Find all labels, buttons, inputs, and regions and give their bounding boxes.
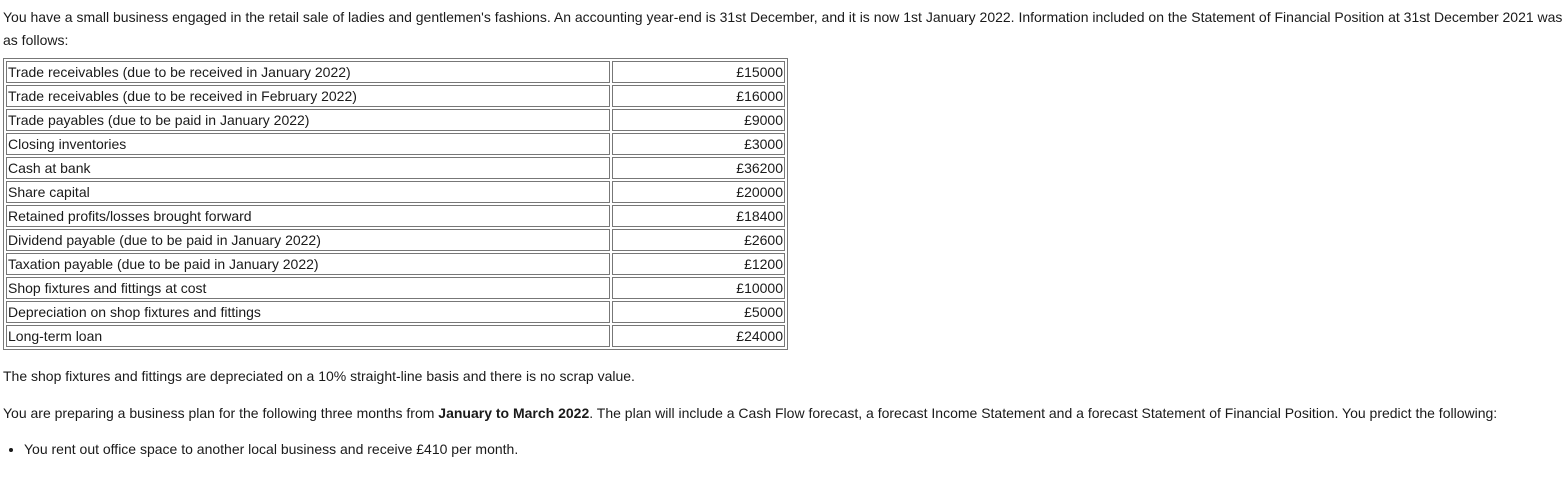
table-row [6,301,785,323]
row-label: Closing inventories [6,133,610,155]
table-row [6,85,785,107]
row-label: Shop fixtures and fittings at cost [6,277,610,299]
row-label: Retained profits/losses brought forward [6,205,610,227]
row-label: Trade receivables (due to be received in February 2022) [6,85,610,107]
list-item: • You rent out office space to another local business and receive £410 per month. [24,439,1567,459]
table-row [6,253,785,275]
plan-text-before: You are preparing a business plan for the following three months from [3,405,439,421]
table-row [6,61,785,83]
table-row [6,133,785,155]
row-amount: £9000 [612,109,785,131]
financial-position-table-body [6,61,785,347]
row-label: Share capital [6,181,610,203]
row-label: Trade payables (due to be paid in January 2022) [6,109,610,131]
intro-paragraph: You have a small business engaged in the retail sale of ladies and gentlemen's fashions. An accounting year-end is 31st December, and it is now 1st January 2022. Information included on the Statement of Financial Position at 31st December 2021 was as follows: [3,9,1563,48]
row-amount: £15000 [612,61,785,83]
row-amount: £3000 [612,133,785,155]
row-amount: £10000 [612,277,785,299]
depreciation-note: The shop fixtures and fittings are depreciated on a 10% straight-line basis and there is no scrap value. [3,368,635,384]
table-row [6,277,785,299]
table-row [6,325,785,347]
table-row [6,181,785,203]
row-amount: £5000 [612,301,785,323]
row-label: Trade receivables (due to be received in January 2022) [6,61,610,83]
financial-position-table [3,58,788,350]
row-amount: £2600 [612,229,785,251]
table-row [6,109,785,131]
table-row [6,205,785,227]
row-label: Taxation payable (due to be paid in January 2022) [6,253,610,275]
row-label: Dividend payable (due to be paid in January 2022) [6,229,610,251]
row-label: Cash at bank [6,157,610,179]
row-amount: £18400 [612,205,785,227]
row-label: Long-term loan [6,325,610,347]
predictions-list [3,439,1567,459]
row-amount: £20000 [612,181,785,203]
row-amount: £36200 [612,157,785,179]
row-amount: £16000 [612,85,785,107]
plan-text-after: . The plan will include a Cash Flow forecast, a forecast Income Statement and a forecast Statement of Financial Position. You predict the following: [589,405,1498,421]
table-row [6,157,785,179]
table-row [6,229,785,251]
plan-period: January to March 2022 [438,405,590,421]
row-label: Depreciation on shop fixtures and fittings [6,301,610,323]
plan-paragraph [3,403,1567,423]
row-amount: £24000 [612,325,785,347]
row-amount: £1200 [612,253,785,275]
